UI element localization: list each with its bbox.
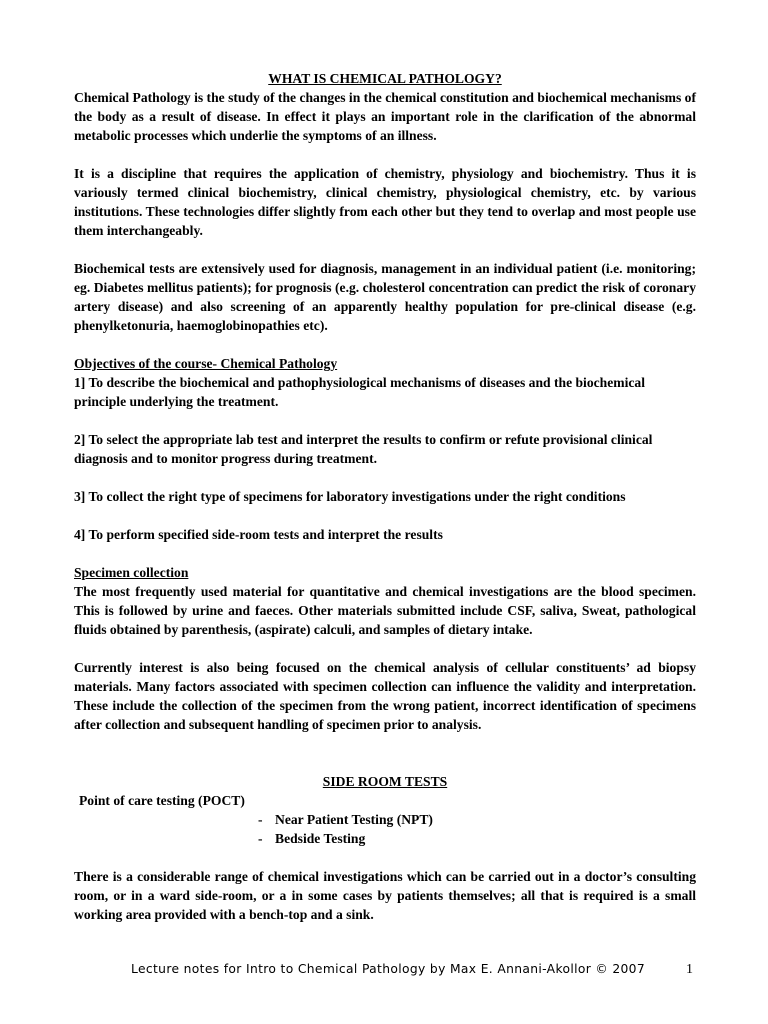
objectives-heading: Objectives of the course- Chemical Pathology — [74, 356, 338, 371]
intro-paragraph-3: Biochemical tests are extensively used for diagnosis, management in an individual patient (i.e. monitoring; eg. Diabetes mellitus patients); for prognosis (e.g. cholesterol concentration can predict the risk of coronary artery disease) and also screening of an apparently healthy population for pre-clinical disease (e.g. phenylketonuria, haemoglobinopathies etc). — [74, 261, 696, 333]
bullet-text-bedside: Bedside Testing — [275, 831, 366, 846]
poct-label: Point of care testing (POCT) — [79, 793, 245, 808]
list-item — [74, 829, 696, 848]
bullet-dash: - — [258, 831, 263, 846]
poct-bullet-list — [74, 810, 696, 848]
specimen-paragraph-2: Currently interest is also being focused on the chemical analysis of cellular constituents’ ad biopsy materials. Many factors associated with specimen collection can influence the validity and interpretation. These include the collection of the specimen from the wrong patient, incorrect identification of specimens after collection and subsequent handling of specimen prior to analysis. — [74, 660, 696, 732]
bullet-dash: - — [258, 812, 263, 827]
document-page — [74, 69, 696, 943]
page-number: 1 — [686, 962, 693, 977]
objective-item-3: 3] To collect the right type of specimens for laboratory investigations under the right conditions — [74, 489, 626, 504]
bullet-text-npt: Near Patient Testing (NPT) — [275, 812, 433, 827]
objective-item-4: 4] To perform specified side-room tests and interpret the results — [74, 527, 443, 542]
specimen-paragraph-1: The most frequently used material for quantitative and chemical investigations are the blood specimen. This is followed by urine and faeces. Other materials submitted include CSF, saliva, Sweat, pathological fluids obtained by parenthesis, (aspirate) calculi, and samples of dietary intake. — [74, 584, 696, 637]
intro-paragraph-1: Chemical Pathology is the study of the changes in the chemical constitution and biochemical mechanisms of the body as a result of disease. In effect it plays an important role in the clarification of the abnormal metabolic processes which underlie the symptoms of an illness. — [74, 90, 696, 143]
objective-item-2: 2] To select the appropriate lab test and interpret the results to confirm or refute provisional clinical diagnosis and to monitor progress during treatment. — [74, 432, 653, 466]
side-room-heading: SIDE ROOM TESTS — [322, 774, 448, 789]
footer-text: Lecture notes for Intro to Chemical Pathology by Max E. Annani-Akollor © 2007 — [131, 962, 646, 976]
specimen-heading: Specimen collection — [74, 565, 189, 580]
intro-paragraph-2: It is a discipline that requires the application of chemistry, physiology and biochemistry. Thus it is variously termed clinical biochemistry, clinical chemistry, physiological chemistry, etc. by various institutions. These technologies differ slightly from each other but they tend to overlap and most people use them interchangeably. — [74, 166, 696, 238]
list-item — [74, 810, 696, 829]
page-title: WHAT IS CHEMICAL PATHOLOGY? — [268, 71, 502, 86]
objective-item-1: 1] To describe the biochemical and pathophysiological mechanisms of diseases and the biochemical principle underlying the treatment. — [74, 375, 645, 409]
section-spacer — [74, 753, 696, 772]
side-room-paragraph: There is a considerable range of chemical investigations which can be carried out in a doctor’s consulting room, or in a ward side-room, or a in some cases by patients themselves; all that is required is a small working area provided with a bench-top and a sink. — [74, 869, 696, 922]
